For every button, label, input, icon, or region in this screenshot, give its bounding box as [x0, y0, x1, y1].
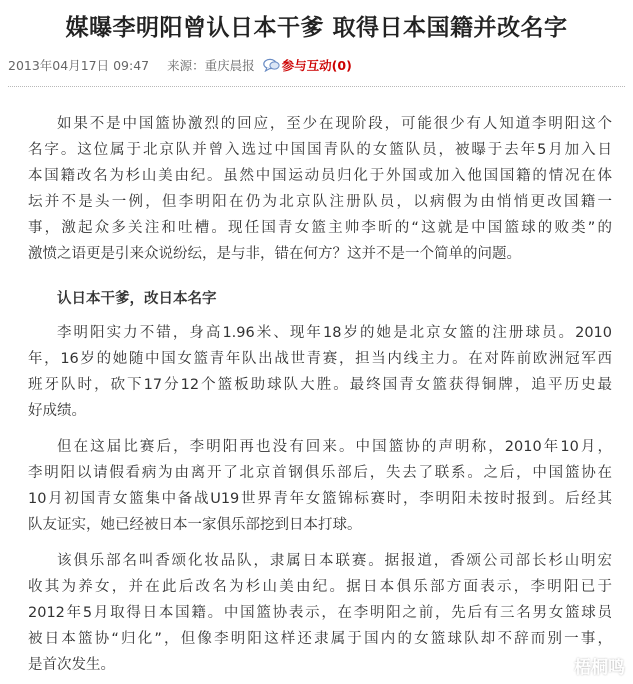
paragraph-3 — [28, 434, 612, 538]
paragraph-line: 李明阳实力不错，身高1.96米、现年18岁的她是北京女篮的注册球员。2010 — [57, 325, 612, 341]
source-label: 来源： — [167, 58, 205, 73]
paragraph-line: 激愤之语更是引来众说纷纭，是与非，错在何方？这并不是一个简单的问题。 — [28, 246, 521, 262]
paragraph-line: 年，16岁的她随中国女篮青年队出战世青赛，担当内线主力。在对阵前欧洲冠军西 — [28, 351, 612, 367]
paragraph-line: 是首次发生。 — [28, 657, 115, 673]
paragraph-line: 班牙队时，砍下17分12个篮板助球队大胜。最终国青女篮获得铜牌，追平历史最 — [28, 377, 612, 393]
section-subheading: 认日本干爹，改日本名字 — [57, 291, 217, 307]
paragraph-line: 被日本篮协“归化”，但像李明阳这样还隶属于国内的女篮球队却不辞而别一事， — [28, 631, 612, 647]
paragraph-line: 队友证实，她已经被日本一家俱乐部挖到日本打球。 — [28, 517, 362, 533]
source-name: 重庆晨报 — [204, 58, 255, 73]
comment-count[interactable]: (0) — [331, 57, 352, 73]
paragraph-4 — [28, 548, 612, 678]
paragraph-line: 2012年5月取得日本国籍。中国篮协表示，在李明阳之前，先后有三名男女篮球员 — [28, 605, 612, 621]
paragraph-line: 收其为养女，并在此后改名为杉山美由纪。据日本俱乐部方面表示，李明阳已于 — [28, 579, 612, 595]
paragraph-line: 名字。这位属于北京队并曾入选过中国国青队的女篮队员，被曝于去年5月加入日 — [28, 142, 612, 158]
divider — [8, 86, 625, 87]
paragraph-line: 坛并不是头一例，但李明阳在仍为北京队注册队员，以病假为由悄悄更改国籍一 — [28, 194, 612, 210]
watermark: 梧桐鸣 — [574, 658, 625, 678]
paragraph-line: 10月初国青女篮集中备战U19世界青年女篮锦标赛时，李明阳未按时报到。后经其 — [28, 491, 612, 507]
paragraph-line: 本国籍改名为杉山美由纪。虽然中国运动员归化于外国或加入他国国籍的情况在体 — [28, 168, 612, 184]
paragraph-line: 李明阳以请假看病为由离开了北京首钢俱乐部后，失去了联系。之后，中国篮协在 — [28, 465, 612, 481]
paragraph-2 — [28, 320, 612, 424]
paragraph-1 — [28, 111, 612, 267]
article-title: 媒曝李明阳曾认日本干爹 取得日本国籍并改名字 — [65, 15, 568, 41]
paragraph-line: 该俱乐部名叫香颂化妆品队，隶属日本联赛。据报道，香颂公司部长杉山明宏 — [57, 553, 612, 569]
publish-date: 2013年04月17日 09:47 — [8, 58, 150, 73]
comment-label[interactable]: 参与互动 — [281, 58, 332, 73]
comment-bubble-icon — [263, 58, 280, 72]
paragraph-line: 但在这届比赛后，李明阳再也没有回来。中国篮协的声明称，2010年10月， — [57, 439, 612, 455]
article-meta — [8, 56, 352, 74]
paragraph-line: 事，激起众多关注和吐槽。现任国青女篮主帅李昕的“这就是中国篮球的败类”的 — [28, 220, 612, 236]
paragraph-line: 如果不是中国篮协激烈的回应，至少在现阶段，可能很少有人知道李明阳这个 — [57, 116, 612, 132]
comment-link[interactable] — [263, 56, 352, 74]
paragraph-line: 好成绩。 — [28, 403, 86, 419]
